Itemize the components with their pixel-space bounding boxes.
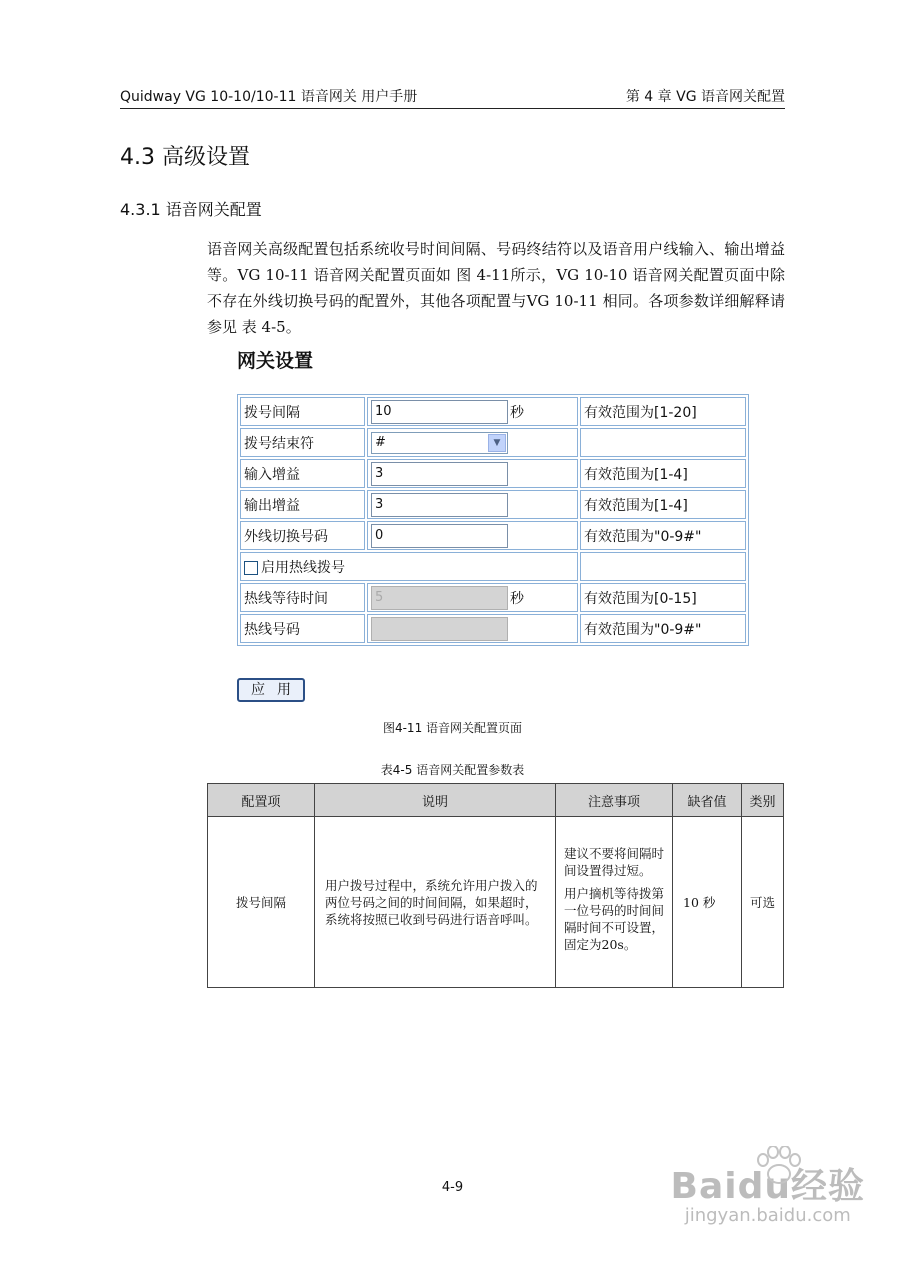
dial-interval-input[interactable]: 10: [371, 400, 508, 424]
form-row-input-gain: [240, 459, 746, 488]
range-hint: 有效范围为[1-4]: [580, 490, 746, 519]
hotline-wait-input: 5: [371, 586, 508, 610]
table-cell-description: 用户拨号过程中，系统允许用户拨入的两位号码之间的时间间隔，如果超时，系统将按照已收到号码进行语音呼叫。: [315, 817, 556, 988]
column-header: 配置项: [208, 784, 315, 817]
outside-line-switch-input[interactable]: 0: [371, 524, 508, 548]
column-header: 说明: [315, 784, 556, 817]
column-header: 注意事项: [556, 784, 673, 817]
table-cell-item: 拨号间隔: [208, 817, 315, 988]
field-label: 输出增益: [240, 490, 365, 519]
section-heading: 4.3 高级设置: [120, 145, 250, 170]
range-hint: 有效范围为[0-15]: [580, 583, 746, 612]
chevron-down-icon[interactable]: ▼: [488, 434, 506, 452]
field-label: 输入增益: [240, 459, 365, 488]
checkbox-label: 启用热线拨号: [261, 559, 345, 576]
unit-label: 秒: [510, 590, 524, 607]
range-hint: 有效范围为[1-20]: [580, 397, 746, 426]
form-row-hotline-number: [240, 614, 746, 643]
gateway-settings-screenshot: [233, 342, 761, 707]
field-label: 热线号码: [240, 614, 365, 643]
field-label: 外线切换号码: [240, 521, 365, 550]
form-row-outside-line-switch: [240, 521, 746, 550]
field-label: 拨号间隔: [240, 397, 365, 426]
watermark-logo: Baidu经验: [670, 1166, 865, 1207]
form-row-end-symbol: [240, 428, 746, 457]
form-row-output-gain: [240, 490, 746, 519]
page-number: 4-9: [441, 1180, 464, 1195]
field-label: 热线等待时间: [240, 583, 365, 612]
range-hint: 有效范围为"0-9#": [580, 614, 746, 643]
unit-label: 秒: [510, 404, 524, 421]
column-header: 类别: [742, 784, 784, 817]
hotline-number-input: [371, 617, 508, 641]
column-header: 缺省值: [673, 784, 742, 817]
running-header-left: Quidway VG 10-10/10-11 语音网关 用户手册: [120, 89, 418, 105]
figure-caption: 图4-11 语音网关配置页面: [382, 721, 523, 735]
select-value: #: [375, 434, 386, 450]
table-header-row: [208, 784, 784, 817]
table-cell-notes: [556, 817, 673, 988]
range-hint: 有效范围为"0-9#": [580, 521, 746, 550]
table-caption: 表4-5 语音网关配置参数表: [380, 763, 525, 777]
form-row-hotline-wait: [240, 583, 746, 612]
parameter-table: [207, 783, 784, 988]
watermark-url: jingyan.baidu.com: [684, 1205, 851, 1226]
end-symbol-select[interactable]: [371, 432, 508, 454]
table-cell-category: 可选: [742, 817, 784, 988]
range-hint: [580, 428, 746, 457]
baidu-watermark: [671, 1158, 865, 1226]
table-cell-default: 10 秒: [673, 817, 742, 988]
running-header-right: 第 4 章 VG 语音网关配置: [625, 89, 785, 105]
output-gain-input[interactable]: 3: [371, 493, 508, 517]
note-text: 用户摘机等待拨第一位号码的时间间隔时间不可设置，固定为20s。: [564, 886, 665, 952]
table-row: [208, 817, 784, 988]
apply-button[interactable]: 应用: [237, 678, 305, 702]
paw-print-icon: [755, 1146, 801, 1186]
gateway-settings-form: [237, 394, 749, 646]
input-gain-input[interactable]: 3: [371, 462, 508, 486]
gateway-settings-title: 网关设置: [237, 350, 314, 372]
range-hint: 有效范围为[1-4]: [580, 459, 746, 488]
note-text: 建议不要将间隔时间设置得过短。: [564, 846, 665, 878]
header-rule: [120, 108, 785, 109]
body-paragraph: 语音网关高级配置包括系统收号时间间隔、号码终结符以及语音用户线输入、输出增益等。VG 10-11 语音网关配置页面如 图 4-11所示，VG 10-10 语音网关配置页面中除不存在外线切换号码的配置外，其他各项配置与VG 10-11 相同。各项参数详细解释请参见 表 4-5。: [207, 240, 785, 336]
form-row-hotline-enable: [240, 552, 746, 581]
subsection-heading: 4.3.1 语音网关配置: [120, 200, 262, 219]
field-label: 拨号结束符: [240, 428, 365, 457]
hotline-enable-checkbox[interactable]: [244, 561, 258, 575]
form-row-dial-interval: [240, 397, 746, 426]
